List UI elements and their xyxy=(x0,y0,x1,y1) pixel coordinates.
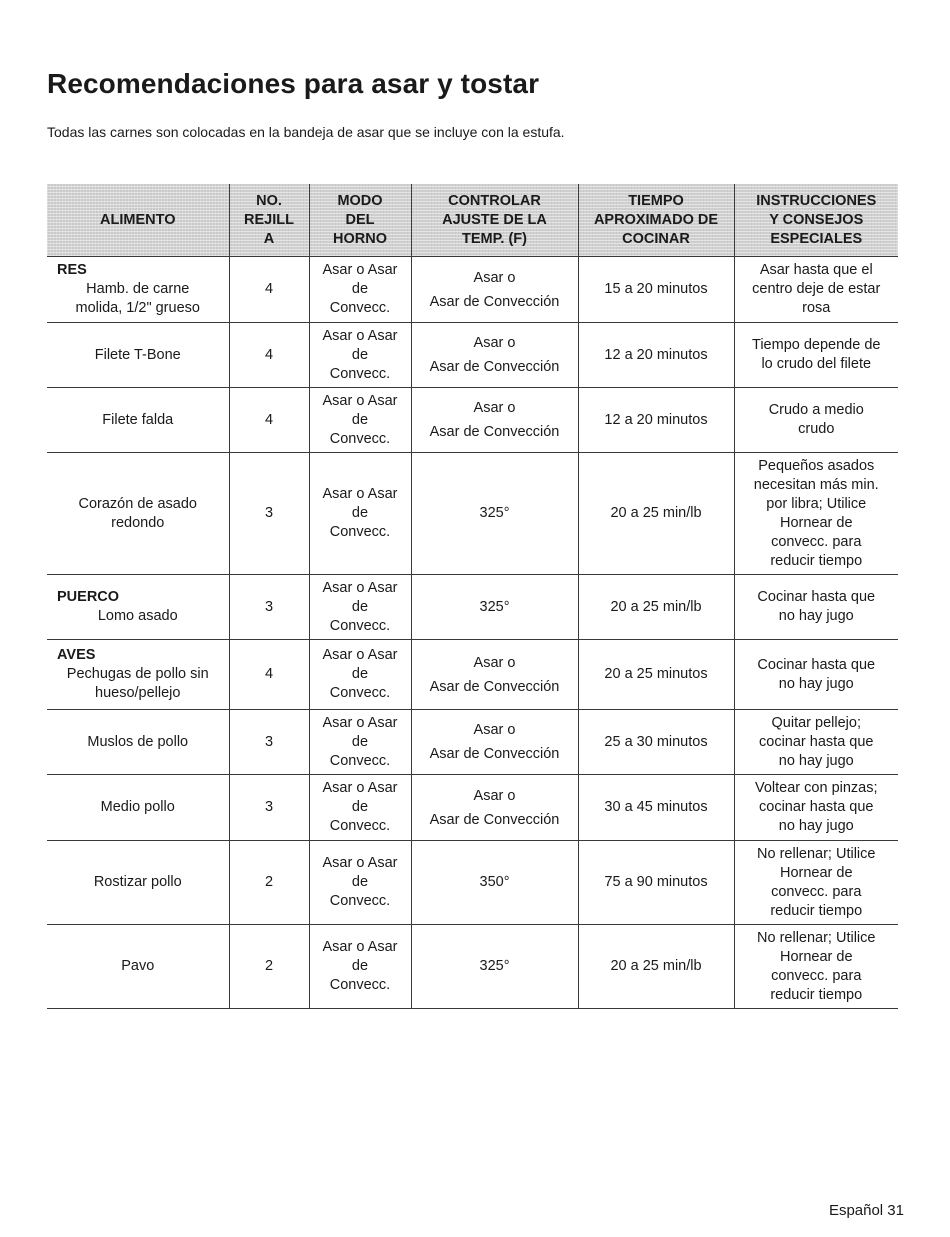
table-row xyxy=(47,257,898,323)
rack-cell: 4 xyxy=(229,388,309,453)
time-cell: 20 a 25 minutos xyxy=(578,640,734,710)
table-row xyxy=(47,841,898,925)
food-cell: PUERCO Lomo asado xyxy=(47,575,229,640)
time-cell: 25 a 30 minutos xyxy=(578,710,734,775)
tips-cell: Cocinar hasta que no hay jugo xyxy=(734,575,898,640)
header-time: TIEMPO APROXIMADO DE COCINAR xyxy=(578,184,734,257)
category-label: PUERCO xyxy=(57,589,120,605)
food-cell: Filete falda xyxy=(47,388,229,453)
rack-cell: 2 xyxy=(229,925,309,1009)
header-food: ALIMENTO xyxy=(47,184,229,257)
time-cell: 12 a 20 minutos xyxy=(578,388,734,453)
temp-cell: Asar o Asar de Convección xyxy=(411,775,578,841)
rack-cell: 4 xyxy=(229,640,309,710)
food-cell: Medio pollo xyxy=(47,775,229,841)
time-cell: 15 a 20 minutos xyxy=(578,257,734,323)
category-label: RES xyxy=(57,262,87,278)
temp-cell: Asar o Asar de Convección xyxy=(411,388,578,453)
mode-cell: Asar o Asar de Convecc. xyxy=(309,257,411,323)
table-header-row xyxy=(47,184,898,257)
table-row xyxy=(47,925,898,1009)
temp-cell: 325° xyxy=(411,575,578,640)
tips-cell: Pequeños asados necesitan más min. por libra; Utilice Hornear de convecc. para reducir tiempo xyxy=(734,453,898,575)
time-cell: 75 a 90 minutos xyxy=(578,841,734,925)
mode-cell: Asar o Asar de Convecc. xyxy=(309,453,411,575)
food-cell: Filete T-Bone xyxy=(47,323,229,388)
tips-cell: Quitar pellejo; cocinar hasta que no hay jugo xyxy=(734,710,898,775)
food-cell: Corazón de asado redondo xyxy=(47,453,229,575)
table-row xyxy=(47,388,898,453)
tips-cell: Tiempo depende de lo crudo del filete xyxy=(734,323,898,388)
temp-cell: Asar o Asar de Convección xyxy=(411,640,578,710)
tips-cell: No rellenar; Utilice Hornear de convecc. para reducir tiempo xyxy=(734,925,898,1009)
mode-cell: Asar o Asar de Convecc. xyxy=(309,710,411,775)
tips-cell: Asar hasta que el centro deje de estar rosa xyxy=(734,257,898,323)
tips-cell: Crudo a medio crudo xyxy=(734,388,898,453)
mode-cell: Asar o Asar de Convecc. xyxy=(309,388,411,453)
tips-cell: Cocinar hasta que no hay jugo xyxy=(734,640,898,710)
header-tips: INSTRUCCIONES Y CONSEJOS ESPECIALES xyxy=(734,184,898,257)
mode-cell: Asar o Asar de Convecc. xyxy=(309,775,411,841)
header-rack: NO. REJILL A xyxy=(229,184,309,257)
food-cell: RES Hamb. de carne molida, 1/2" grueso xyxy=(47,257,229,323)
food-cell: Rostizar pollo xyxy=(47,841,229,925)
tips-cell: No rellenar; Utilice Hornear de convecc. para reducir tiempo xyxy=(734,841,898,925)
table-row xyxy=(47,640,898,710)
rack-cell: 4 xyxy=(229,323,309,388)
temp-cell: Asar o Asar de Convección xyxy=(411,257,578,323)
time-cell: 20 a 25 min/lb xyxy=(578,925,734,1009)
rack-cell: 3 xyxy=(229,575,309,640)
rack-cell: 2 xyxy=(229,841,309,925)
page-footer: Español 31 xyxy=(828,1202,904,1219)
rack-cell: 3 xyxy=(229,775,309,841)
time-cell: 20 a 25 min/lb xyxy=(578,453,734,575)
table-row xyxy=(47,575,898,640)
food-cell: Muslos de pollo xyxy=(47,710,229,775)
page-title: Recomendaciones para asar y tostar xyxy=(47,68,540,99)
food-cell: AVES Pechugas de pollo sin hueso/pellejo xyxy=(47,640,229,710)
mode-cell: Asar o Asar de Convecc. xyxy=(309,925,411,1009)
mode-cell: Asar o Asar de Convecc. xyxy=(309,841,411,925)
table-row xyxy=(47,710,898,775)
header-mode: MODO DEL HORNO xyxy=(309,184,411,257)
mode-cell: Asar o Asar de Convecc. xyxy=(309,575,411,640)
temp-cell: 350° xyxy=(411,841,578,925)
category-label: AVES xyxy=(57,647,96,663)
food-cell: Pavo xyxy=(47,925,229,1009)
table-row xyxy=(47,453,898,575)
temp-cell: 325° xyxy=(411,453,578,575)
mode-cell: Asar o Asar de Convecc. xyxy=(309,640,411,710)
intro-text: Todas las carnes son colocadas en la bandeja de asar que se incluye con la estufa. xyxy=(47,124,565,140)
mode-cell: Asar o Asar de Convecc. xyxy=(309,323,411,388)
rack-cell: 4 xyxy=(229,257,309,323)
rack-cell: 3 xyxy=(229,453,309,575)
broil-recommendations-table xyxy=(47,184,898,1009)
table-row xyxy=(47,323,898,388)
temp-cell: Asar o Asar de Convección xyxy=(411,323,578,388)
rack-cell: 3 xyxy=(229,710,309,775)
time-cell: 20 a 25 min/lb xyxy=(578,575,734,640)
time-cell: 30 a 45 minutos xyxy=(578,775,734,841)
temp-cell: Asar o Asar de Convección xyxy=(411,710,578,775)
table-row xyxy=(47,775,898,841)
time-cell: 12 a 20 minutos xyxy=(578,323,734,388)
temp-cell: 325° xyxy=(411,925,578,1009)
header-temp: CONTROLAR AJUSTE DE LA TEMP. (F) xyxy=(411,184,578,257)
tips-cell: Voltear con pinzas; cocinar hasta que no hay jugo xyxy=(734,775,898,841)
